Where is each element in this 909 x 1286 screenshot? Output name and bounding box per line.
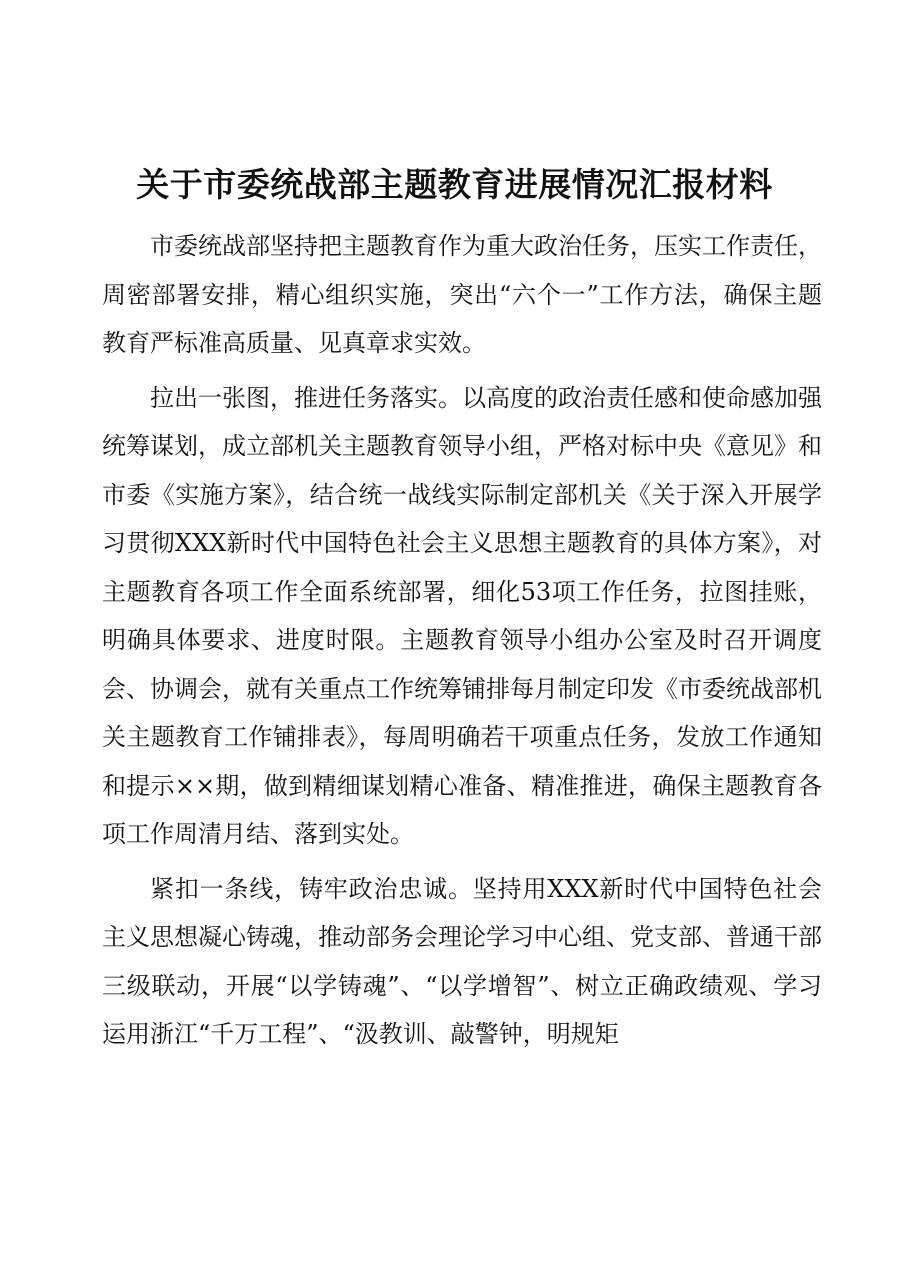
paragraph-task-map: 拉出一张图，推进任务落实。以高度的政治责任感和使命感加强统筹谋划，成立部机关主题教育领导小组，严格对标中央《意见》和市委《实施方案》，结合统一战线实际制定部机关《关于深入开展学习贯彻XXX新时代中国特色社会主义思想主题教育的具体方案》，对主题教育各项工作全面系统部署，细化53项工作任务，拉图挂账，明确具体要求、进度时限。主题教育领导小组办公室及时召开调度会、协调会，就有关重点工作统筹铺排每月制定印发《市委统战部机关主题教育工作铺排表》，每周明确若干项重点任务，发放工作通知和提示××期，做到精细谋划精心准备、精准推进，确保主题教育各项工作周清月结、落到实处。 — [102, 383, 822, 848]
document-title: 关于市委统战部主题教育进展情况汇报材料 — [136, 165, 773, 204]
paragraph-intro: 市委统战部坚持把主题教育作为重大政治任务，压实工作责任，周密部署安排，精心组织实施，突出“六个一”工作方法，确保主题教育严标准高质量、见真章求实效。 — [102, 232, 822, 357]
paragraph-political-loyalty: 紧扣一条线，铸牢政治忠诚。坚持用XXX新时代中国特色社会主义思想凝心铸魂，推动部务会理论学习中心组、党支部、普通干部三级联动，开展“以学铸魂”、“以学增智”、树立正确政绩观、学习运用浙江“千万工程”、“汲教训、敲警钟，明规矩 — [102, 874, 822, 1048]
document-body — [102, 222, 822, 1065]
